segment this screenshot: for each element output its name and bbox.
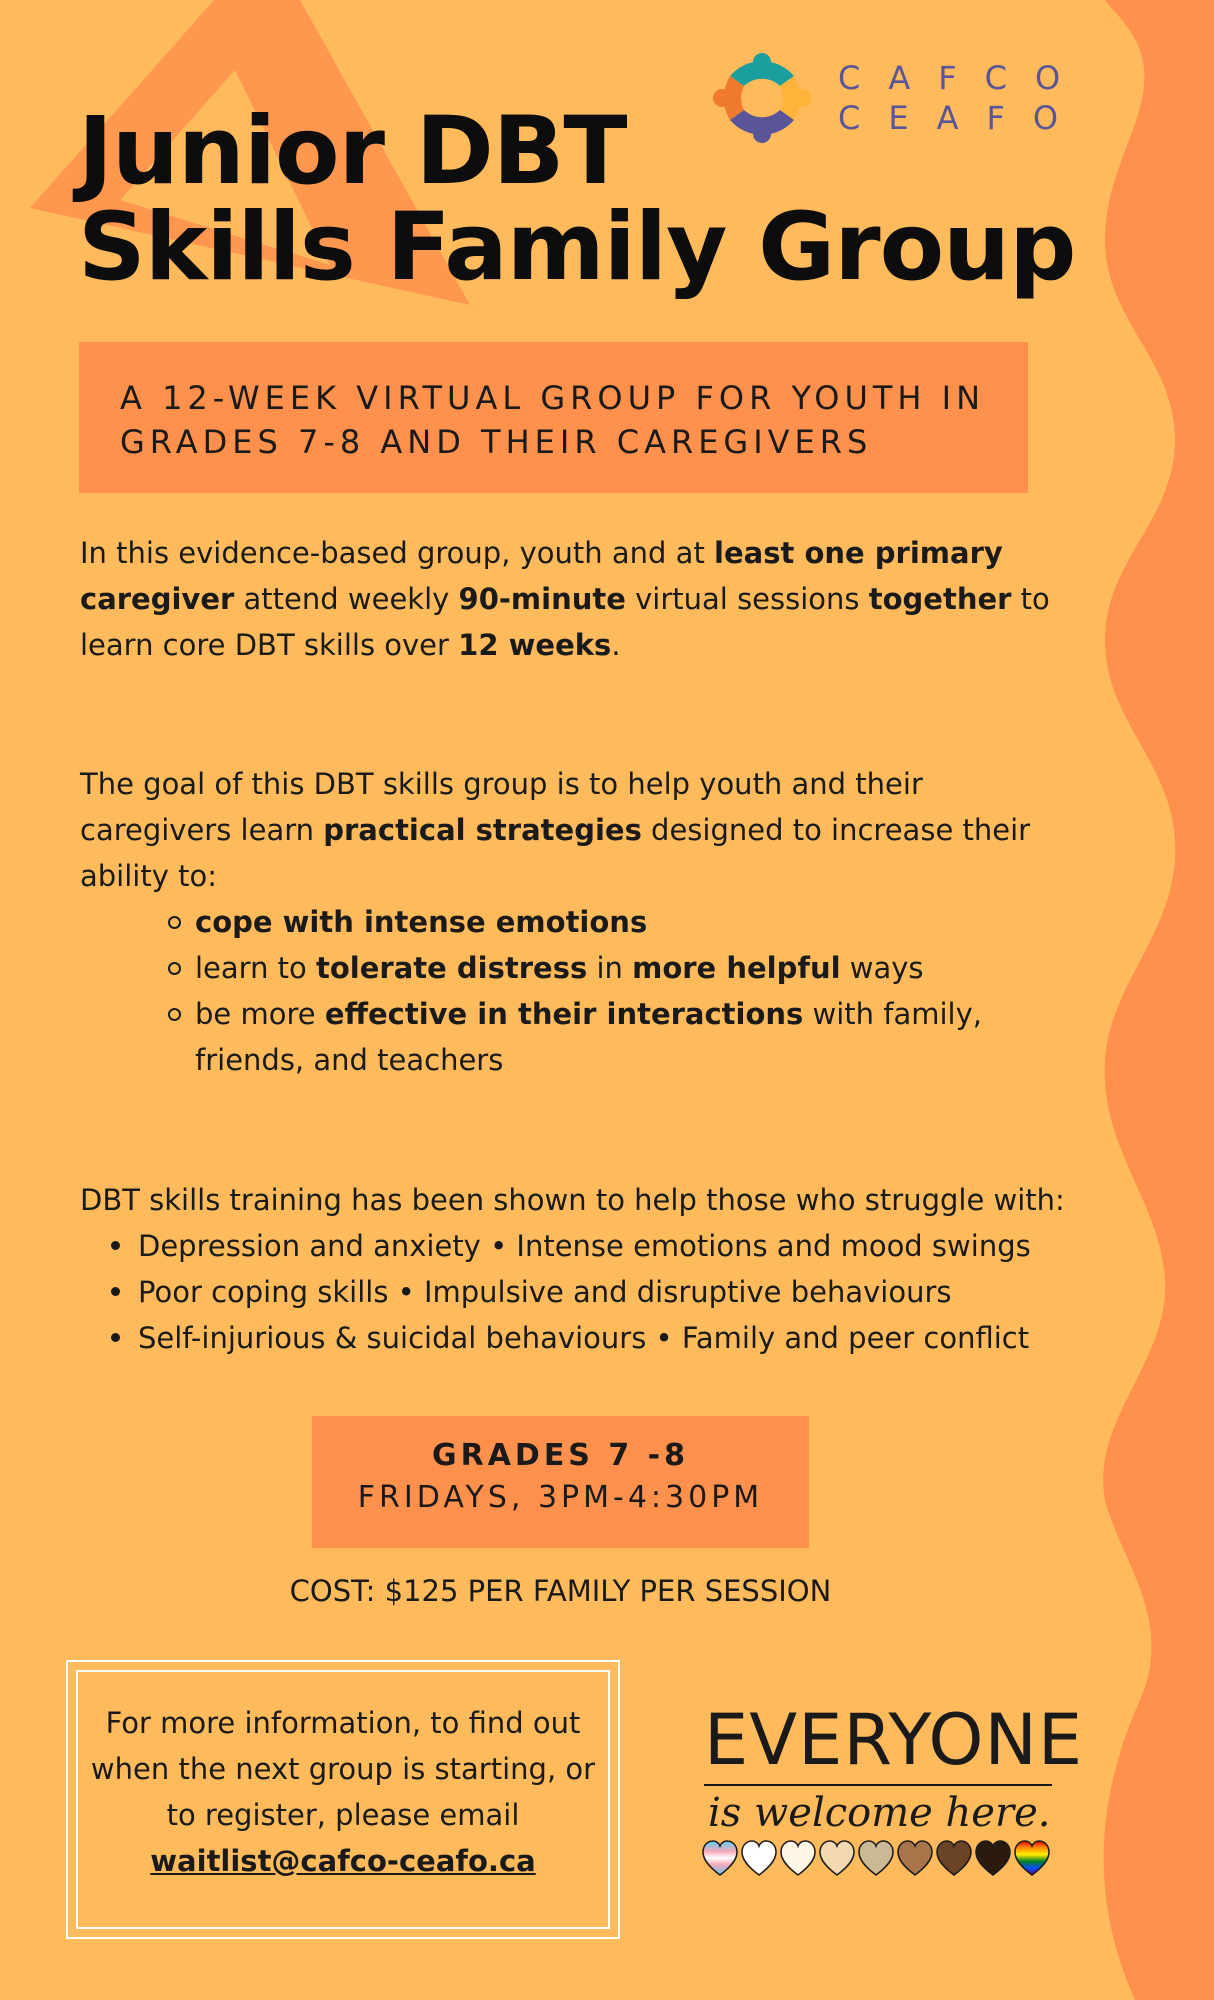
- list-item: Poor coping skills • Impulsive and disruptive behaviours: [138, 1269, 1080, 1315]
- intro-text-3: virtual sessions: [625, 582, 869, 616]
- heart-icon: [1015, 1841, 1049, 1875]
- logo-wordmark: [838, 58, 1088, 138]
- intro-text-5: .: [611, 628, 621, 662]
- logo-line-2: CEAFO: [838, 99, 1087, 137]
- subtitle-banner: [79, 342, 1028, 493]
- org-logo: [710, 46, 1090, 150]
- list-item: [195, 945, 1080, 991]
- goal-text-2: designed to increase their ability to:: [80, 813, 1031, 893]
- schedule-box: [312, 1416, 809, 1548]
- goal-item-2-bold-1: tolerate distress: [316, 951, 588, 985]
- intro-bold-3: together: [868, 582, 1012, 616]
- goal-text-1: The goal of this DBT skills group is to help youth and their caregivers learn: [80, 767, 923, 847]
- info-line-2: when the next group is starting, or: [90, 1752, 596, 1786]
- logo-people-icon: [710, 46, 814, 150]
- heart-icon: [898, 1841, 932, 1875]
- info-text: [68, 1700, 618, 1884]
- info-line-3: to register, please email: [166, 1798, 520, 1832]
- list-item: [195, 991, 1055, 1083]
- info-box: [66, 1660, 620, 1939]
- wave-stripe: [1103, 0, 1214, 2000]
- intro-bold-1: least one primary caregiver: [80, 536, 1003, 616]
- heart-icon: [703, 1841, 737, 1875]
- goal-item-3-bold: effective in their interactions: [324, 997, 804, 1031]
- heart-icon: [742, 1841, 776, 1875]
- intro-text-2: attend weekly: [234, 582, 459, 616]
- intro-paragraph: [80, 530, 1080, 668]
- struggle-list: [80, 1223, 1080, 1361]
- list-item: Self-injurious & suicidal behaviours • Family and peer conflict: [138, 1315, 1080, 1361]
- welcome-graphic: [700, 1699, 1084, 1880]
- intro-bold-2: 90-minute: [458, 582, 626, 616]
- intro-text-4: to learn core DBT skills over: [80, 582, 1050, 662]
- logo-line-1: CAFCO: [838, 59, 1089, 97]
- heart-icon: [937, 1841, 971, 1875]
- goal-item-3-text-1: be more: [195, 997, 325, 1031]
- goal-item-1-bold: cope with intense emotions: [195, 905, 648, 939]
- heart-icon: [976, 1841, 1010, 1875]
- struggle-intro: DBT skills training has been shown to help those who struggle with:: [80, 1183, 1065, 1217]
- title-line-1: Junior DBT: [78, 97, 627, 206]
- goal-paragraph: [80, 761, 1080, 1083]
- info-line-1: For more information, to find out: [105, 1706, 581, 1740]
- heart-icon: [859, 1841, 893, 1875]
- intro-text-1: In this evidence-based group, youth and at: [80, 536, 715, 570]
- heart-icon: [820, 1841, 854, 1875]
- heart-icon: [781, 1841, 815, 1875]
- email-link[interactable]: waitlist@cafco-ceafo.ca: [150, 1844, 536, 1878]
- list-item: Depression and anxiety • Intense emotions and mood swings: [138, 1223, 1080, 1269]
- struggle-section: [80, 1177, 1080, 1361]
- goal-item-2-text-3: ways: [840, 951, 924, 985]
- goal-item-2-text-1: learn to: [195, 951, 317, 985]
- session-time: FRIDAYS, 3PM-4:30PM: [357, 1480, 764, 1515]
- goal-intro: [80, 761, 1080, 899]
- cost-text: COST: $125 PER FAMILY PER SESSION: [289, 1574, 832, 1608]
- hearts-row: [700, 1838, 1060, 1878]
- goal-list: [80, 899, 1080, 1083]
- goal-item-2-text-2: in: [587, 951, 633, 985]
- subtitle-text: A 12-WEEK VIRTUAL GROUP FOR YOUTH IN GRADES 7-8 AND THEIR CAREGIVERS: [120, 379, 986, 461]
- list-item: [195, 899, 1080, 945]
- welcome-divider: [704, 1784, 1052, 1786]
- welcome-subtext: is welcome here.: [708, 1790, 1051, 1836]
- intro-bold-4: 12 weeks: [458, 628, 612, 662]
- everyone-text: EVERYONE: [704, 1699, 1084, 1781]
- grades-label: GRADES 7 -8: [431, 1438, 690, 1473]
- goal-item-2-bold-2: more helpful: [632, 951, 841, 985]
- goal-bold-1: practical strategies: [323, 813, 642, 847]
- goal-item-3-text-2: with family, friends, and teachers: [195, 997, 982, 1077]
- title-line-2: Skills Family Group: [78, 193, 1076, 302]
